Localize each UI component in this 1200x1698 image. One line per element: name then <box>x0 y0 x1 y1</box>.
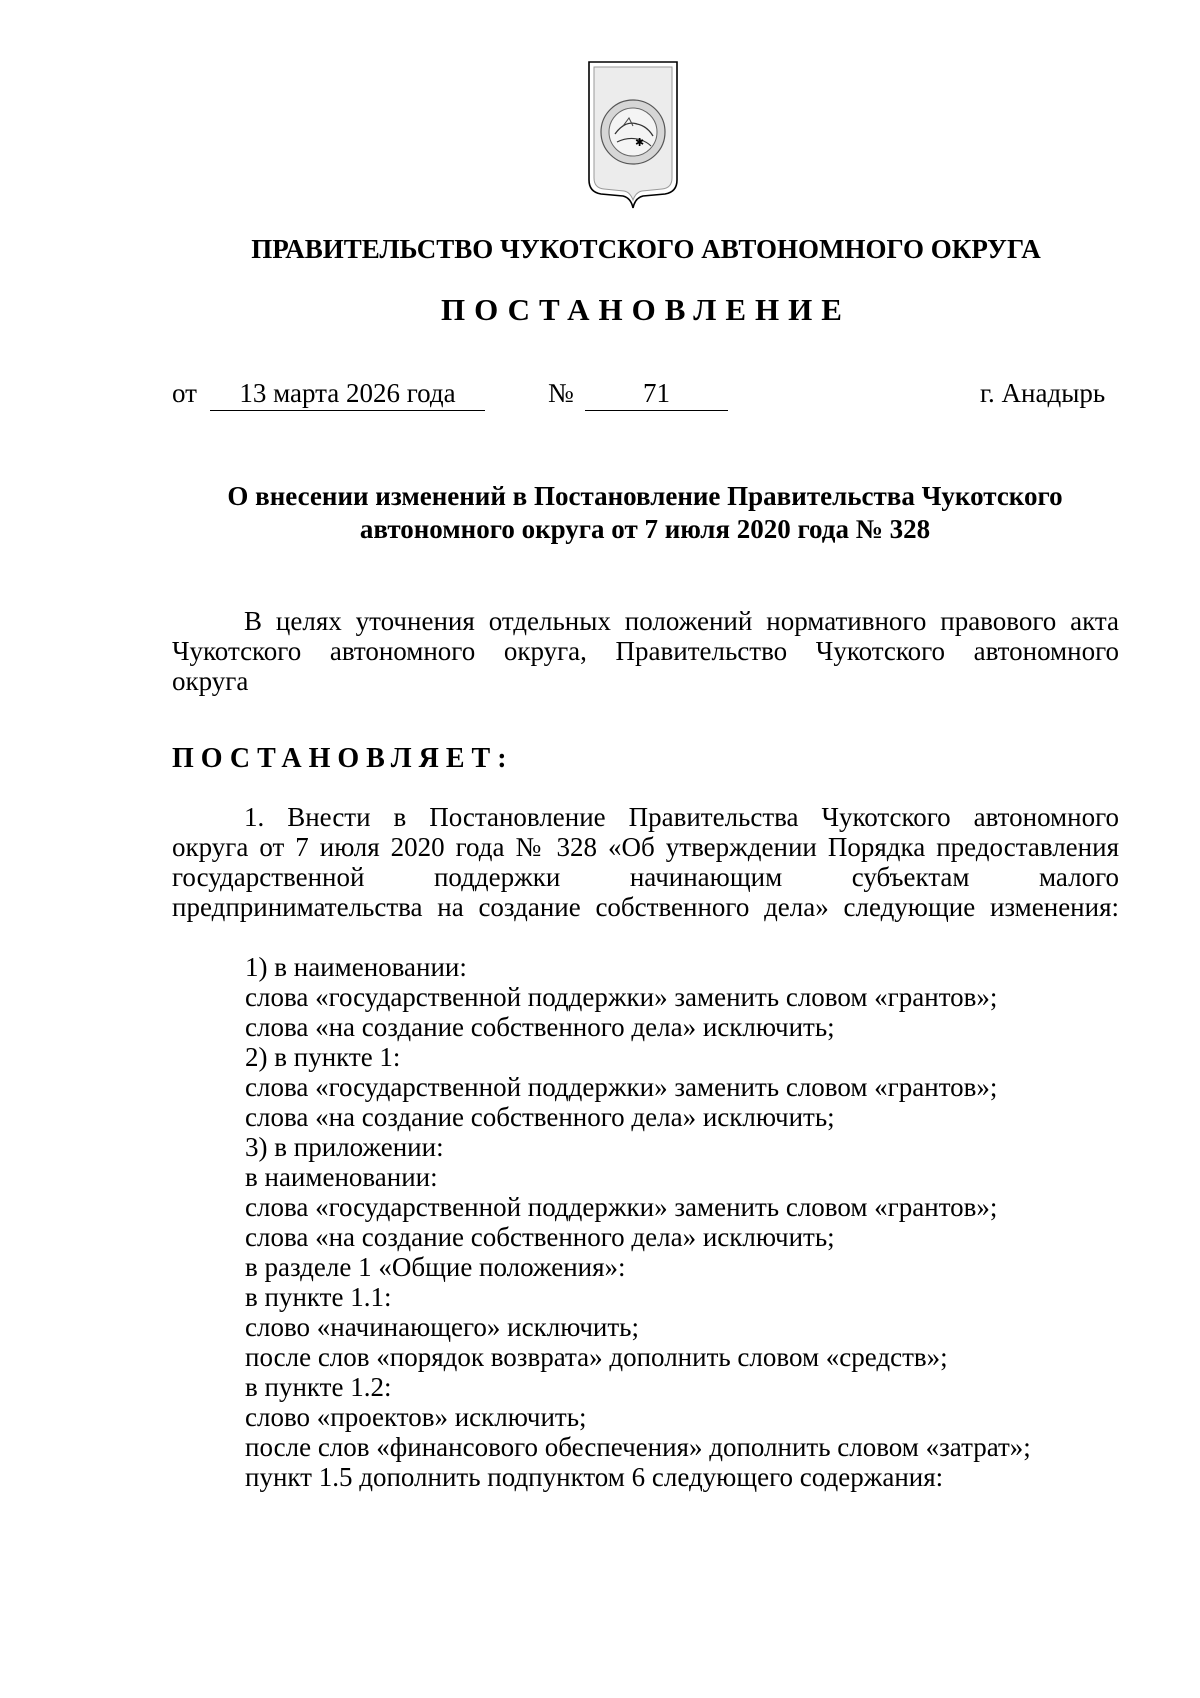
list-item: слово «проектов» исключить; <box>245 1402 587 1432</box>
list-item: 1) в наименовании: <box>245 952 467 982</box>
list-item: в наименовании: <box>245 1162 438 1192</box>
list-item: слова «государственной поддержки» заменить словом «грантов»; <box>245 1192 998 1222</box>
preamble-line: В целях уточнения отдельных положений нормативного правового акта <box>244 606 1119 636</box>
list-item: слова «государственной поддержки» заменить словом «грантов»; <box>245 1072 998 1102</box>
list-item: 3) в приложении: <box>245 1132 444 1162</box>
list-item: в пункте 1.2: <box>245 1372 392 1402</box>
list-item: пункт 1.5 дополнить подпунктом 6 следующего содержания: <box>245 1462 944 1492</box>
list-item: в разделе 1 «Общие положения»: <box>245 1252 626 1282</box>
list-item: слова «на создание собственного дела» исключить; <box>245 1012 835 1042</box>
preamble-paragraph <box>172 606 1119 696</box>
paragraph-line: 1. Внести в Постановление Правительства Чукотского автономного <box>244 802 1119 832</box>
list-item: 2) в пункте 1: <box>245 1042 401 1072</box>
decree-word: ПОСТАНОВЛЯЕТ: <box>172 743 514 774</box>
list-item: слова «на создание собственного дела» исключить; <box>245 1102 835 1132</box>
document-subject <box>160 480 1130 546</box>
paragraph-line: округа от 7 июля 2020 года № 328 «Об утверждении Порядка предоставления <box>172 832 1119 862</box>
list-item: после слов «порядок возврата» дополнить словом «средств»; <box>245 1342 948 1372</box>
preamble-line: Чукотского автономного округа, Правительство Чукотского автономного <box>172 636 1119 666</box>
list-item: слово «начинающего» исключить; <box>245 1312 639 1342</box>
list-item: слова «на создание собственного дела» исключить; <box>245 1222 835 1252</box>
document-type-title: ПОСТАНОВЛЕНИЕ <box>441 292 851 327</box>
list-item: после слов «финансового обеспечения» дополнить словом «затрат»; <box>245 1432 1031 1462</box>
amendment-list <box>245 952 1125 1492</box>
subject-line: О внесении изменений в Постановление Правительства Чукотского <box>227 481 1063 511</box>
list-item: в пункте 1.1: <box>245 1282 392 1312</box>
svg-text:✱: ✱ <box>635 136 645 149</box>
date-prefix-label: от <box>172 378 197 408</box>
subject-line: автономного округа от 7 июля 2020 года № 328 <box>359 514 931 544</box>
preamble-line: округа <box>172 666 249 696</box>
paragraph-line: предпринимательства на создание собственного дела» следующие изменения: <box>172 892 1119 922</box>
list-item: слова «государственной поддержки» заменить словом «грантов»; <box>245 982 998 1012</box>
number-label: № <box>548 378 574 408</box>
city-label: г. Анадырь <box>980 378 1106 408</box>
document-date: 13 марта 2026 года <box>210 376 485 411</box>
document-number: 71 <box>585 376 728 411</box>
paragraph-line: государственной поддержки начинающим субъектам малого <box>172 862 1119 892</box>
government-title: ПРАВИТЕЛЬСТВО ЧУКОТСКОГО АВТОНОМНОГО ОКРУГА <box>251 234 1041 264</box>
coat-of-arms-emblem <box>585 60 681 210</box>
paragraph-1 <box>172 802 1119 922</box>
